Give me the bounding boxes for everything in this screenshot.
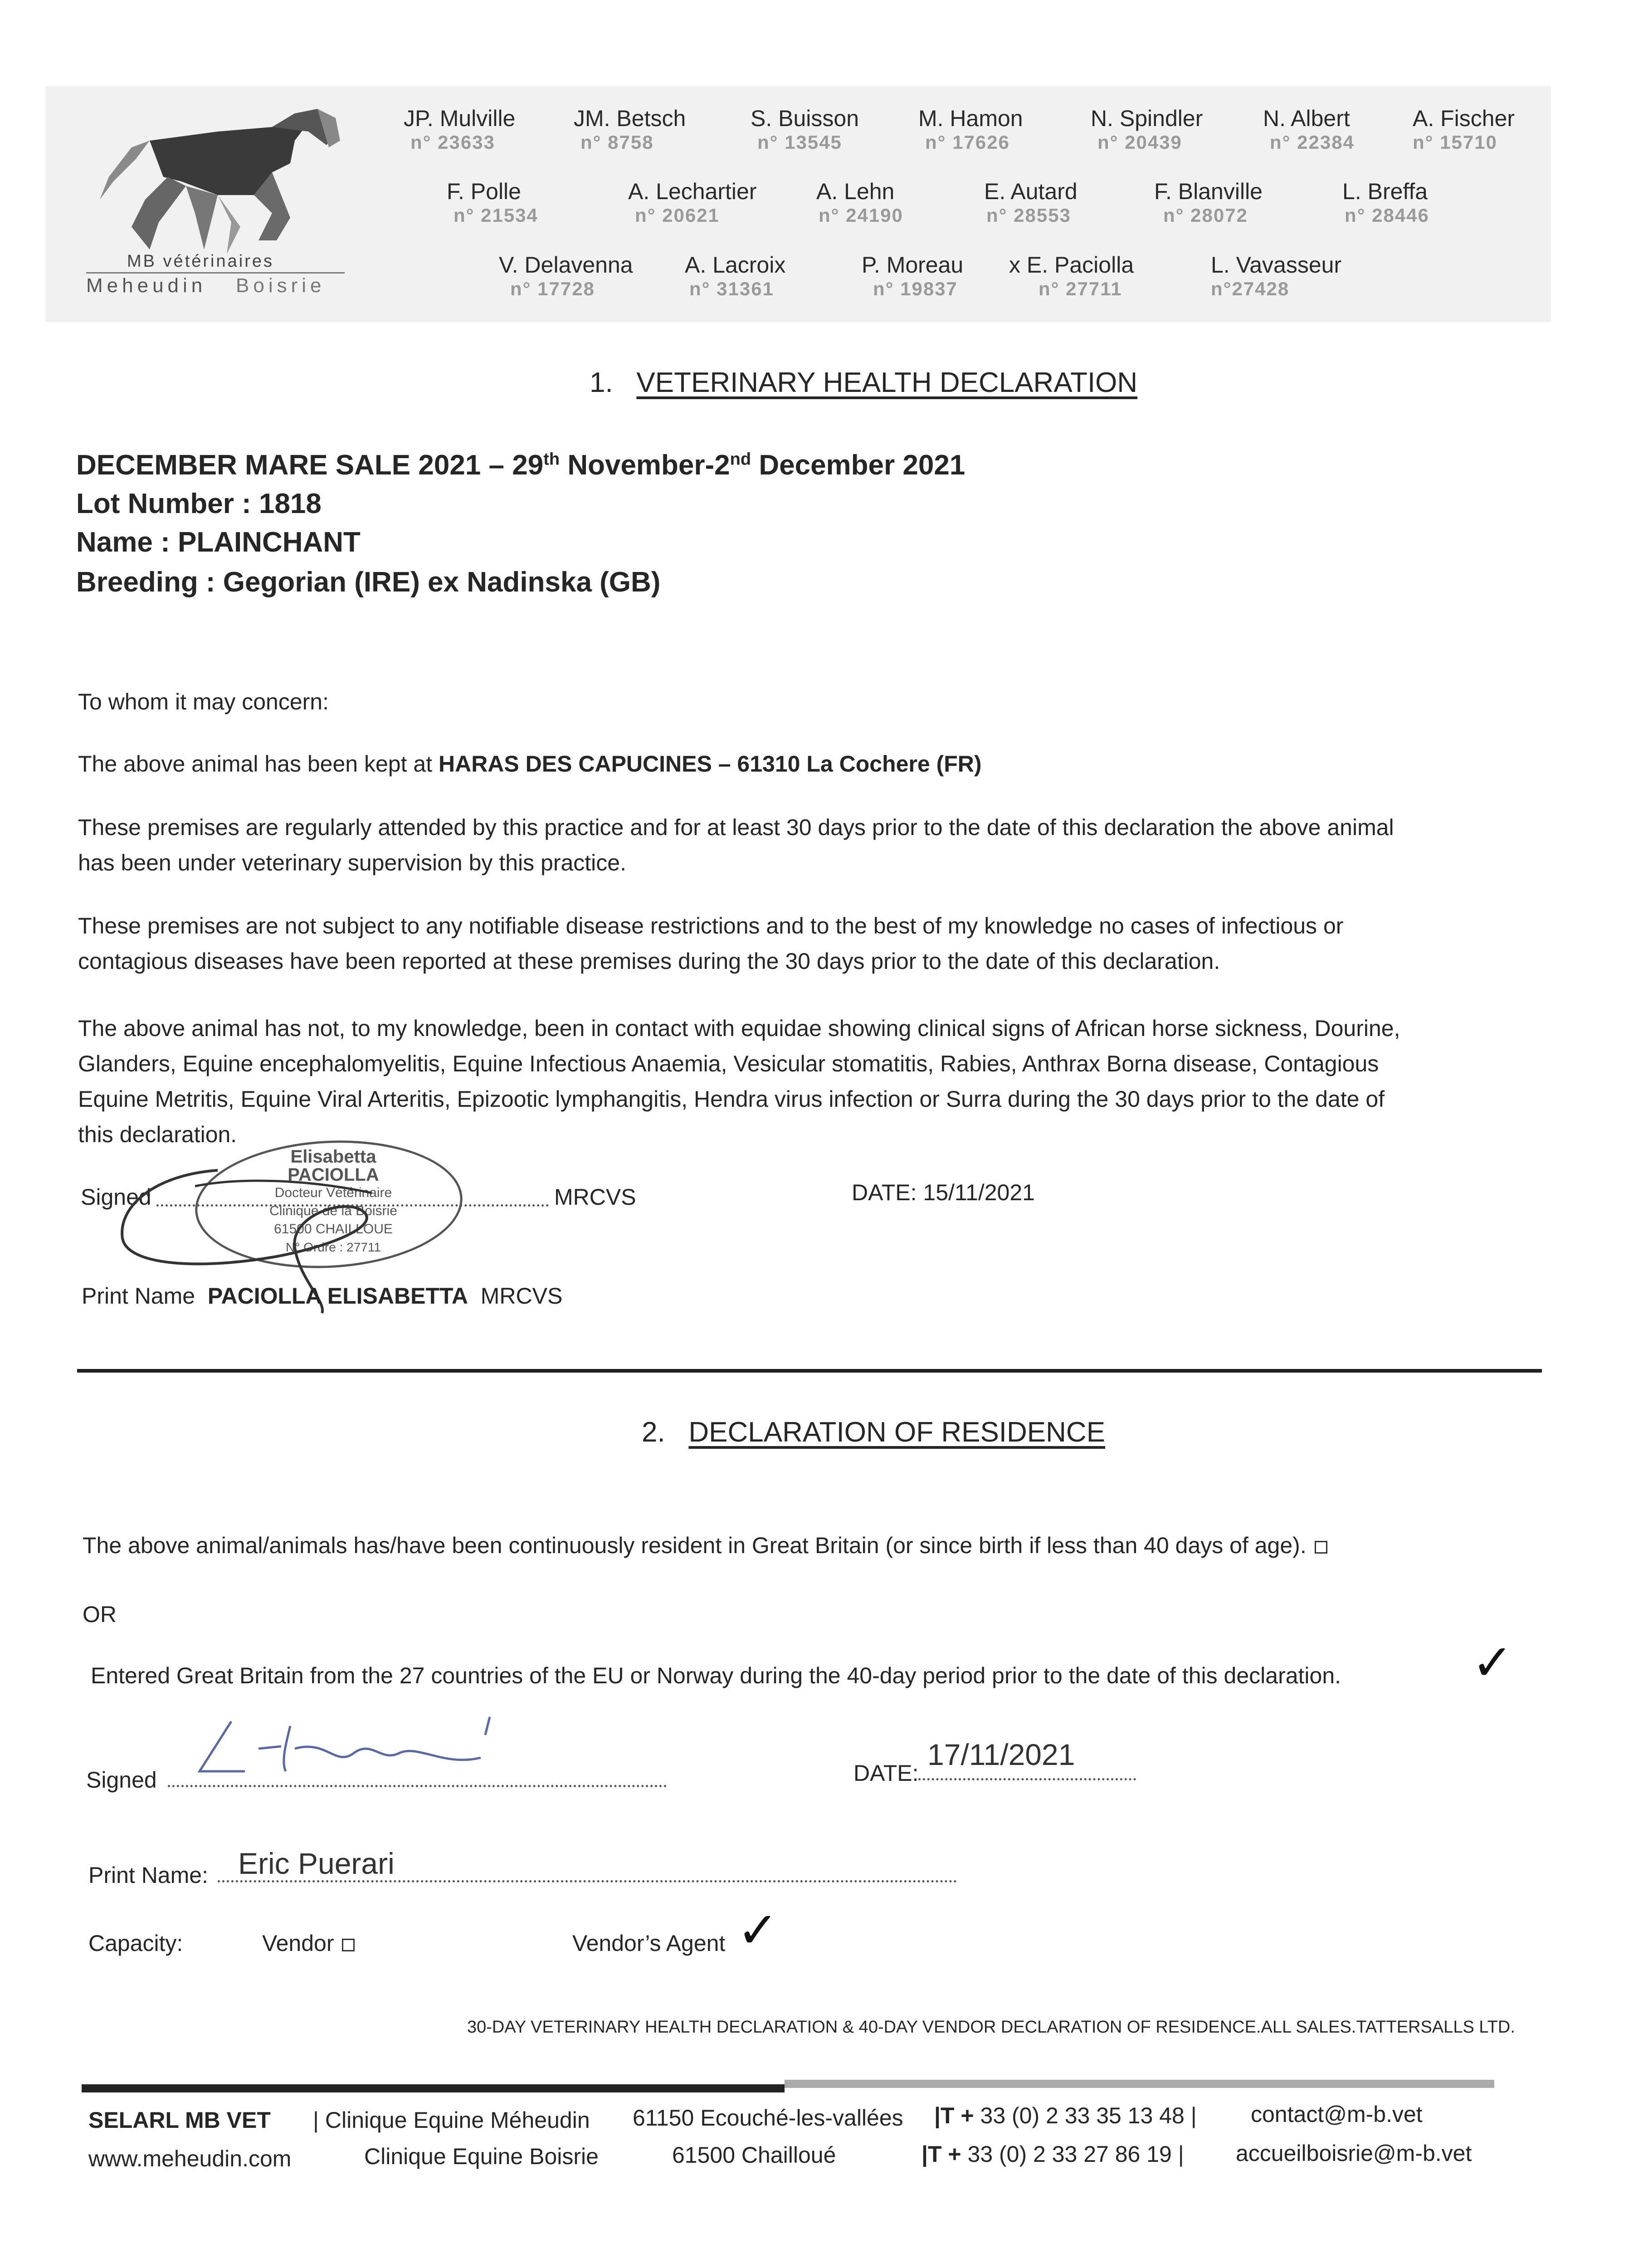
vet-entry: V. Delavenna n° 17728 [499, 252, 633, 299]
footer-bar-grey [785, 2080, 1494, 2088]
option1-checkbox[interactable] [1315, 1541, 1327, 1554]
date-1: DATE: 15/11/2021 [852, 1180, 1035, 1205]
footer-company: SELARL MB VET [88, 2107, 271, 2133]
signature-line-2 [168, 1785, 667, 1787]
horse-logo [82, 104, 354, 268]
capacity-label: Capacity: [88, 1931, 183, 1956]
logo-divider [86, 272, 345, 274]
vet-entry: F. Blanville n° 28072 [1154, 179, 1263, 226]
vet-entry: A. Lechartier n° 20621 [628, 179, 757, 226]
residence-option-1: The above animal/animals has/have been continuously resident in Great Britain (or since birth if less than 40 days of age). [83, 1528, 1327, 1563]
kept-at-line: The above animal has been kept at HARAS DES CAPUCINES – 61310 La Cochere (FR) [78, 751, 982, 777]
footer-tel1: |T + 33 (0) 2 33 35 13 48 | [934, 2103, 1197, 2128]
date-2-value[interactable]: 17/11/2021 [927, 1738, 1075, 1771]
footer-addr1: 61150 Ecouché-les-vallées [633, 2105, 903, 2131]
vet-entry: F. Polle n° 21534 [447, 179, 538, 226]
section-divider [77, 1369, 1542, 1373]
breeding: Breeding : Gegorian (IRE) ex Nadinska (GB) [76, 567, 661, 598]
vet-entry: N. Spindler n° 20439 [1091, 106, 1203, 153]
vet-entry: A. Lehn n° 24190 [816, 179, 903, 226]
vet-entry: JP. Mulville n° 23633 [404, 106, 516, 153]
footer-clinic2: Clinique Equine Boisrie [364, 2144, 599, 2169]
vet-entry: A. Fischer n° 15710 [1413, 106, 1515, 153]
horse-name: Name : PLAINCHANT [76, 527, 361, 558]
vet-entry: M. Hamon n° 17626 [918, 106, 1023, 153]
option2-checkmark[interactable]: ✓ [1472, 1633, 1514, 1691]
print-name-2-value[interactable]: Eric Puerari [238, 1847, 395, 1880]
signed-label-2: Signed [86, 1767, 157, 1793]
vet-entry: N. Albert n° 22384 [1263, 106, 1355, 153]
vet-entry: P. Moreau n° 19837 [862, 252, 964, 299]
footer-addr2: 61500 Chailloué [672, 2142, 836, 2168]
logo-meheudin: Meheudin [86, 274, 207, 297]
date-2-line [918, 1778, 1136, 1780]
vendor-option: Vendor [262, 1926, 355, 1961]
stamp-text: Elisabetta PACIOLLA Docteur Vétérinaire Clinique de la Boisrie 61500 CHAILLOUE N° Ordre : 27711 [269, 1147, 397, 1254]
agent-option: Vendor’s Agent [572, 1931, 726, 1956]
paragraph-supervision: These premises are regularly attended by this practice and for at least 30 days prior to the date of this declaration the above animal has been under veterinary supervision by this practice. [78, 815, 1394, 875]
date-2-label: DATE: [853, 1760, 919, 1786]
residence-option-2: Entered Great Britain from the 27 countries of the EU or Norway during the 40-day period prior to the date of this declaration. [91, 1663, 1341, 1688]
paragraph-restrictions: These premises are not subject to any notifiable disease restrictions and to the best of my knowledge no cases of infectious or contagious diseases have been reported at these premises during the 30 days prior to the date of this declaration. [78, 913, 1344, 974]
vet-entry: S. Buisson n° 13545 [751, 106, 859, 153]
print-name-2-label: Print Name: [88, 1862, 208, 1888]
salutation: To whom it may concern: [78, 689, 329, 714]
vet-entry: L. Vavasseur n°27428 [1211, 252, 1342, 299]
footer-clinic1: | Clinique Equine Méheudin [313, 2107, 590, 2133]
lot-number: Lot Number : 1818 [76, 488, 322, 519]
print-name-1: Print Name PACIOLLA ELISABETTA MRCVS [82, 1283, 563, 1309]
section2-heading: 2. DECLARATION OF RESIDENCE [642, 1417, 1106, 1448]
signed-label-1: Signed [81, 1184, 151, 1210]
footer-bar-dark [82, 2084, 785, 2092]
paragraph-contact: The above animal has not, to my knowledge, been in contact with equidae showing clinical signs of African horse sickness, Dourine, Glanders, Equine encephalomyelitis, Equine Infectious Anaemia, Vesicular stomatitis, Rabies, Anthrax Borna disease, Contagious Equine Metritis, Equine Viral Arteritis, Epizootic lymphangitis, Hendra virus infection or Surra during the 30 days prior to the date of this declaration. [78, 1016, 1400, 1147]
mrcvs-label: MRCVS [554, 1184, 636, 1210]
footer-email1[interactable]: contact@m-b.vet [1251, 2102, 1423, 2127]
signature-2 [190, 1703, 508, 1794]
vet-entry: x E. Paciolla n° 27711 [1009, 252, 1134, 299]
agent-checkmark[interactable]: ✓ [737, 1901, 779, 1959]
footer-email2[interactable]: accueilboisrie@m-b.vet [1236, 2141, 1472, 2166]
or-label: OR [83, 1602, 117, 1627]
vendor-checkbox[interactable] [342, 1939, 355, 1951]
footer-website[interactable]: www.meheudin.com [88, 2146, 292, 2171]
logo-brand-line: MB vétérinaires [127, 252, 274, 271]
vet-entry: L. Breffa n° 28446 [1342, 179, 1429, 226]
sale-line: DECEMBER MARE SALE 2021 – 29th November-2nd December 2021 [76, 450, 965, 481]
form-caption: 30-DAY VETERINARY HEALTH DECLARATION & 40-DAY VENDOR DECLARATION OF RESIDENCE.ALL SALES.TATTERSALLS LTD. [467, 2018, 1515, 2037]
logo-boisrie: Boisrie [236, 274, 326, 297]
footer-tel2: |T + 33 (0) 2 33 27 86 19 | [922, 2141, 1184, 2167]
vet-entry: JM. Betsch n° 8758 [574, 106, 686, 153]
section1-heading: 1. VETERINARY HEALTH DECLARATION [590, 367, 1138, 398]
vet-entry: A. Lacroix n° 31361 [685, 252, 786, 299]
vet-entry: E. Autard n° 28553 [984, 179, 1078, 226]
